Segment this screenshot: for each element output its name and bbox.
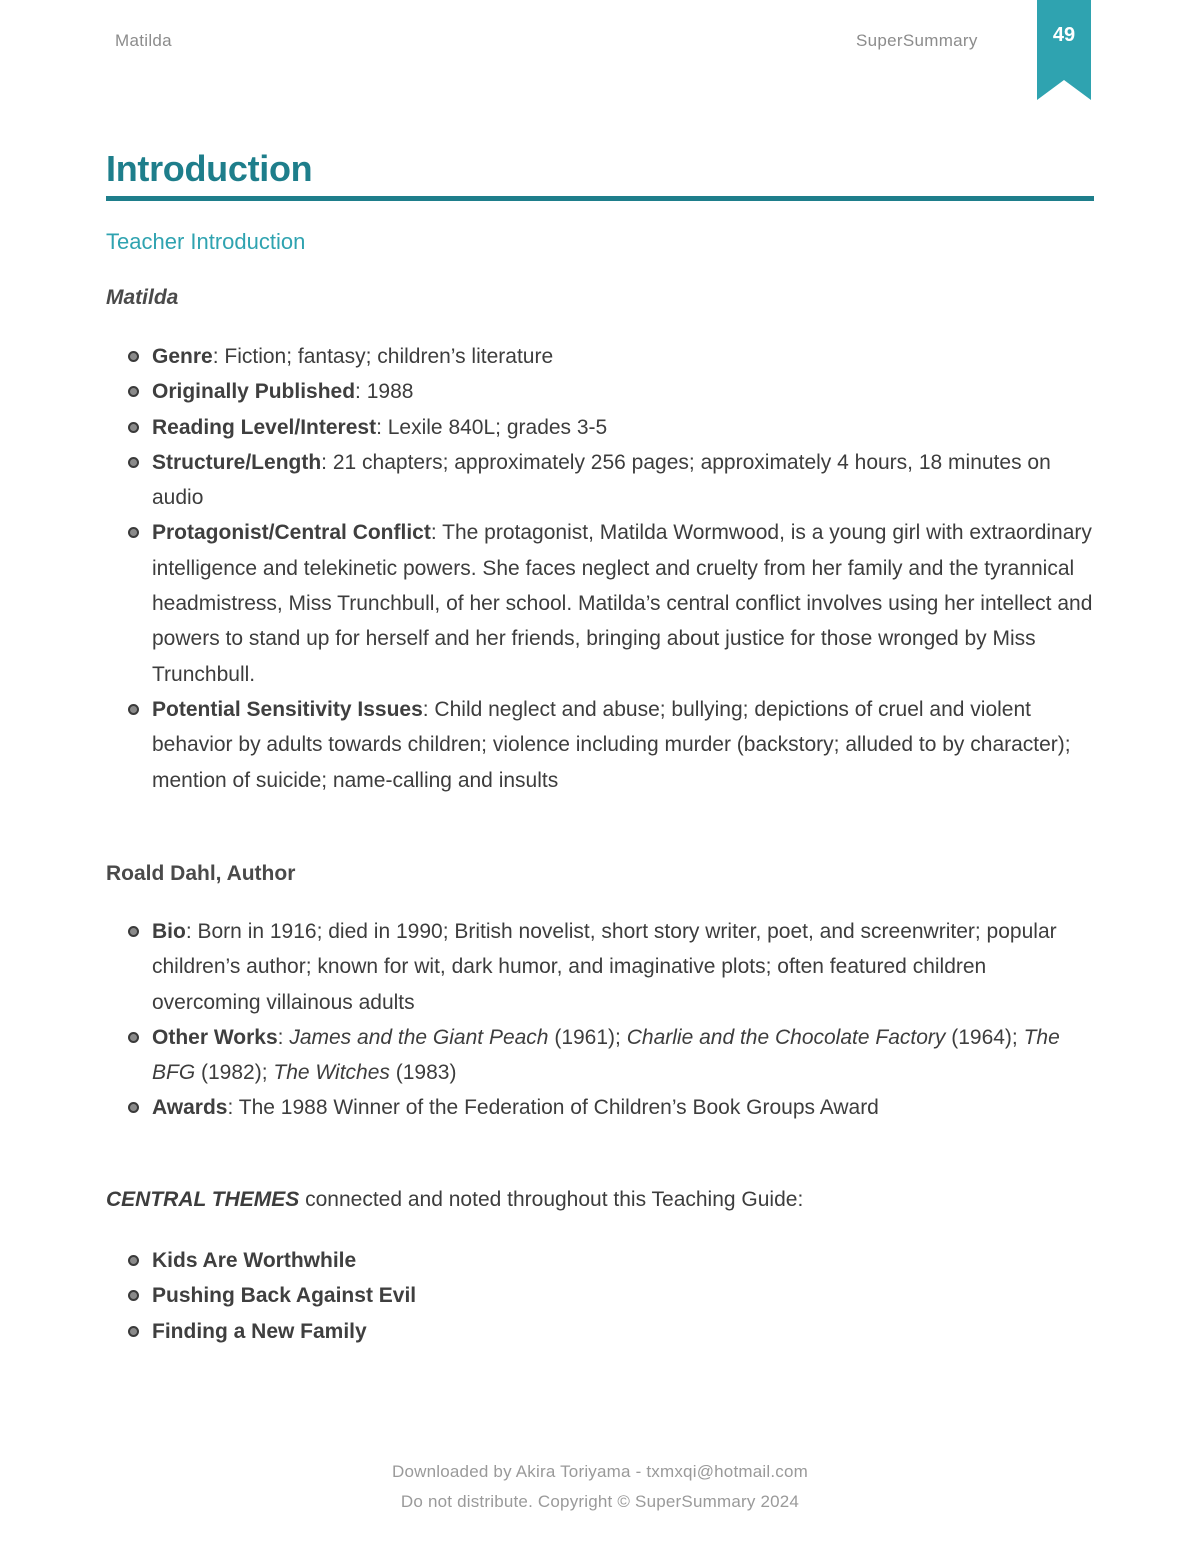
bio-text: : Born in 1916; died in 1990; British novelist, short story writer, poet, and screenwriter; popular children’s author; known for wit, dark humor, and imaginative plots; often featured children overcoming villainous adults [152, 920, 1057, 1014]
bullet-icon [128, 457, 139, 468]
header-book-name: Matilda [115, 31, 172, 50]
themes-emphasis: CENTRAL THEMES [106, 1188, 300, 1211]
theme-label: Finding a New Family [152, 1319, 367, 1343]
list-item [128, 1278, 1098, 1313]
list-item [128, 339, 1098, 374]
themes-intro-rest: connected and noted throughout this Teaching Guide: [299, 1188, 804, 1211]
list-item [128, 914, 1098, 1020]
fact-label: Potential Sensitivity Issues [152, 697, 423, 721]
other-works-label: Other Works [152, 1025, 278, 1049]
book-title: Matilda [106, 286, 179, 309]
page-number: 49 [1052, 24, 1076, 46]
fact-label: Originally Published [152, 380, 356, 404]
work-title: The BFG [152, 1025, 1060, 1085]
fact-label: Reading Level/Interest [152, 415, 377, 439]
page-number-tab [1037, 0, 1091, 100]
header-brand: SuperSummary [856, 31, 978, 50]
bullet-icon [128, 386, 139, 397]
themes-list [128, 1243, 1098, 1349]
bookmark-ribbon-icon [1037, 0, 1091, 100]
list-item [128, 692, 1098, 798]
fact-label: Genre [152, 345, 213, 368]
work-title: James and the Giant Peach [289, 1025, 549, 1049]
bio-label: Bio [152, 920, 186, 943]
list-item [128, 374, 1098, 409]
fact-value: : Lexile 840L; grades 3-5 [376, 415, 608, 439]
work-year: (1964); [945, 1025, 1024, 1049]
awards-label: Awards [152, 1096, 228, 1120]
list-item [128, 445, 1098, 516]
author-facts-list [128, 914, 1098, 1126]
list-item [128, 515, 1098, 691]
themes-intro [106, 1188, 803, 1212]
list-item [128, 1314, 1098, 1349]
footer-download-notice: Downloaded by Akira Toriyama - txmxqi@hotmail.com [391, 1462, 808, 1481]
theme-label: Kids Are Worthwhile [152, 1249, 357, 1272]
bullet-icon [128, 422, 139, 433]
fact-value: : The protagonist, Matilda Wormwood, is a young girl with extraordinary intelligence and telekinetic powers. She faces neglect and cruelty from her family and the tyrannical headmistress, Miss Trunchbull, of her school. Matilda’s central conflict involves using her intellect and powers to stand up for herself and her friends, bringing about justice for those wronged by Miss Trunchbull. [152, 521, 1093, 686]
author-heading: Roald Dahl, Author [106, 862, 296, 885]
fact-value: : Child neglect and abuse; bullying; depictions of cruel and violent behavior by adults towards children; violence including murder (backstory; alluded to by character); mention of suicide; name-calling and insults [152, 697, 1071, 792]
list-item [128, 1090, 1098, 1125]
fact-label: Protagonist/Central Conflict [152, 521, 431, 545]
bullet-icon [128, 704, 139, 715]
bullet-icon [128, 926, 139, 937]
list-item [128, 410, 1098, 445]
bullet-icon [128, 1102, 139, 1113]
book-facts-list [128, 339, 1098, 798]
work-title: The Witches [273, 1061, 390, 1085]
awards-text: : The 1988 Winner of the Federation of Children’s Book Groups Award [227, 1096, 879, 1120]
fact-value: : 1988 [355, 380, 414, 404]
bullet-icon [128, 1255, 139, 1266]
list-item [128, 1020, 1098, 1091]
bullet-icon [128, 1032, 139, 1043]
work-year: (1982); [195, 1061, 274, 1085]
bullet-icon [128, 1290, 139, 1301]
fact-label: Structure/Length [152, 450, 322, 474]
bullet-icon [128, 1326, 139, 1337]
bullet-icon [128, 527, 139, 538]
section-subheading: Teacher Introduction [106, 229, 306, 254]
work-title: Charlie and the Chocolate Factory [626, 1025, 946, 1049]
work-year: (1961); [548, 1025, 627, 1049]
work-year: (1983) [389, 1061, 457, 1085]
fact-value: : 21 chapters; approximately 256 pages; approximately 4 hours, 18 minutes on audio [152, 450, 1051, 510]
works-separator: : [277, 1025, 290, 1049]
footer-copyright: Do not distribute. Copyright © SuperSummary 2024 [400, 1492, 800, 1511]
title-underline [106, 196, 1094, 201]
fact-value: : Fiction; fantasy; children’s literature [212, 345, 554, 368]
page-title: Introduction [106, 148, 313, 189]
theme-label: Pushing Back Against Evil [152, 1284, 417, 1308]
list-item [128, 1243, 1098, 1278]
bullet-icon [128, 351, 139, 362]
